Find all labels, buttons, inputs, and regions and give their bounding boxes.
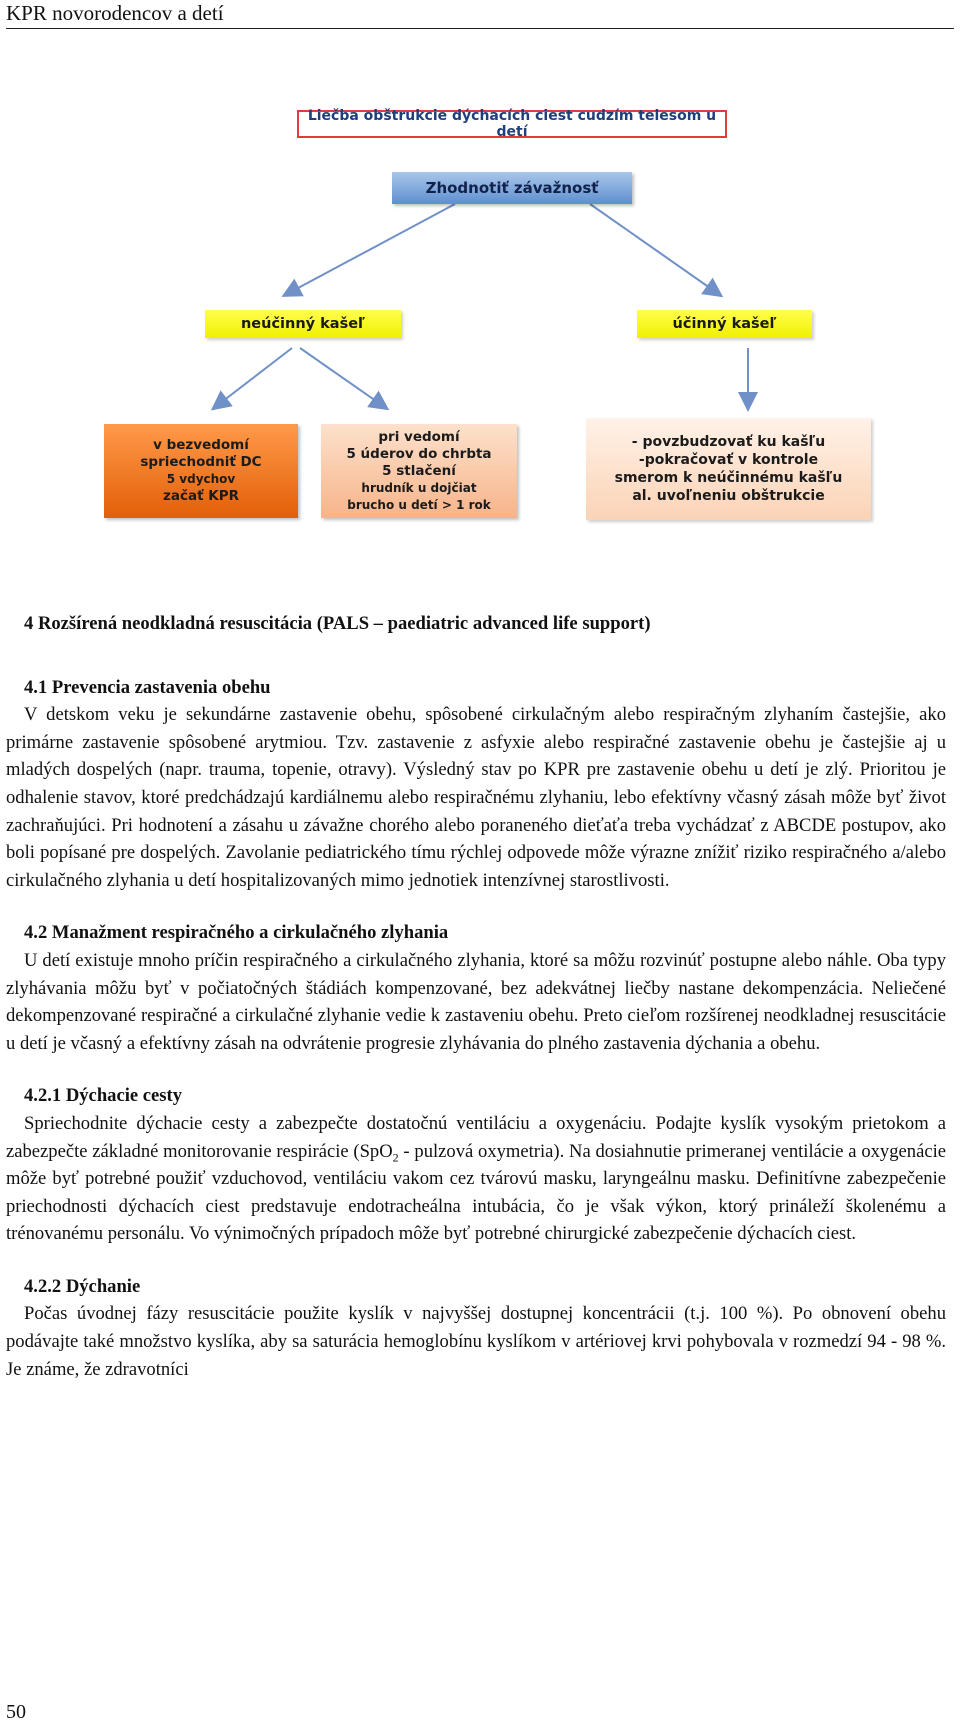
effective-action-line: -pokračovať v kontrole xyxy=(638,452,819,468)
effective-action-line: al. uvoľneniu obštrukcie xyxy=(632,488,825,504)
section-4-2-1-paragraph xyxy=(6,1110,946,1248)
section-4-2-heading: 4.2 Manažment respiračného a cirkulačného zlyhania xyxy=(24,922,449,944)
ineffective-cough-text: neúčinný kašeľ xyxy=(240,316,366,332)
effective-cough-text: účinný kašeľ xyxy=(672,316,777,332)
unconscious-line: 5 vdychov xyxy=(166,472,236,486)
unconscious-line: v bezvedomí xyxy=(153,437,249,453)
section-4-1-heading: 4.1 Prevencia zastavenia obehu xyxy=(24,676,271,698)
arrow-to-unconscious xyxy=(214,348,292,408)
section-4-1-paragraph: V detskom veku je sekundárne zastavenie obehu, spôsobené cirkulačným alebo respiračným zlyhaním častejšie, ako primárne zastavenie spôsobené arytmiou. Tzv. zastavenie z asfyxie alebo respiračné zastavenie obehu je častejšie aj u mladých dospelých (napr. trauma, topenie, otravy). Výsledný stav po KPR pre zastavenie obehu u detí je zlý. Prioritou je odhalenie stavov, ktoré predchádzajú kardiálnemu alebo respiračnému zlyhaniu, lebo efektívny včasný zásah môže byť život zachraňujúci. Pri hodnotení a zásahu u závažne chorého alebo poraneného dieťaťa treba vychádzať z ABCDE postupov, ako boli popísané pre dospelých. Zavolanie pediatrického tímu rýchlej odpovede môže výrazne znížiť riziko respiračného a/alebo cirkulačného zlyhania u detí hospitalizovaných mimo jednotiek intenzívnej starostlivosti. xyxy=(6,704,946,891)
section-4-2-2-paragraph: Počas úvodnej fázy resuscitácie použite kyslík v najvyššej dostupnej koncentrácii (t.j. 100 %). Po obnovení obehu podávajte také množstvo kyslíka, aby sa saturácia hemoglobínu kyslíkom v artériovej krvi pohybovala v rozmedzí 94 - 98 %. Je známe, že zdravotníci xyxy=(6,1303,946,1380)
section-4-2-1-text-a: Spriechodnite dýchacie cesty a zabezpečte dostatočnú ventiláciu a oxygenáciu. Podajte kyslík vysokým prietokom a zabezpečte základné monitorovanie respirácie (SpO xyxy=(6,1112,946,1162)
arrow-to-ineffective xyxy=(285,204,455,295)
page-number: 50 xyxy=(6,1701,26,1723)
conscious-box xyxy=(321,424,517,518)
section-4-heading: 4 Rozšírená neodkladná resuscitácia (PALS – paediatric advanced life support) xyxy=(24,613,651,634)
running-header xyxy=(6,0,954,29)
unconscious-line: začať KPR xyxy=(163,488,239,504)
section-4-2-1-heading: 4.2.1 Dýchacie cesty xyxy=(24,1085,183,1107)
effective-action-box xyxy=(586,418,871,520)
conscious-line: 5 úderov do chrbta xyxy=(346,445,492,462)
flowchart xyxy=(0,90,960,530)
conscious-line: brucho u detí > 1 rok xyxy=(347,497,491,512)
conscious-line: 5 stlačení xyxy=(382,462,456,479)
section-4-2-2-heading: 4.2.2 Dýchanie xyxy=(24,1275,141,1297)
assess-severity-box xyxy=(392,172,632,204)
ineffective-cough-box xyxy=(205,310,401,338)
running-header-title: KPR novorodencov a detí xyxy=(6,1,224,25)
section-4-2-1-text-b: - pulzová oxymetria). Na dosiahnutie primeranej ventilácie a oxygenácie môže byť potrebné použiť vzduchovod, ventiláciu vakom cez tvárovú masku, laryngeálnu masku. Definitívne zabezpečenie priechodnosti dýchacích ciest predstavuje endotracheálna intubácia, čo je však výkon, ktorý prináleží školenému a trénovanému personálu. Vo výnimočných prípadoch môže byť potrebné chirurgické zabezpečenie dýchacích ciest. xyxy=(6,1140,946,1245)
spo2-subscript: 2 xyxy=(392,1150,399,1165)
flowchart-title-text: Liečba obštrukcie dýchacích ciest cudzím telesom u detí xyxy=(307,108,717,140)
assess-severity-text: Zhodnotiť závažnosť xyxy=(425,179,599,197)
effective-cough-box xyxy=(637,310,812,338)
unconscious-line: spriechodniť DC xyxy=(140,454,262,470)
conscious-line: pri vedomí xyxy=(378,428,460,445)
effective-action-line: smerom k neúčinnému kašľu xyxy=(614,470,843,486)
arrow-to-conscious xyxy=(300,348,386,408)
unconscious-box xyxy=(104,424,298,518)
document-body xyxy=(6,610,946,1383)
section-4-2-paragraph: U detí existuje mnoho príčin respiračného a cirkulačného zlyhania, ktoré sa môžu rozvinúť postupne alebo náhle. Oba typy zlyhávania môžu byť v počiatočných štádiách kompenzované, bez adekvátnej liečby nastane dekompenzácia. Neliečené dekompenzované respiračné a cirkulačné zlyhanie vedie k zastaveniu obehu. Preto cieľom rozšírenej neodkladnej resuscitácie u detí je včasný a efektívny zásah na odvrátenie progresie zlyhávania do plného zastavenia dýchania a obehu. xyxy=(6,949,946,1054)
flowchart-title xyxy=(297,110,727,138)
conscious-line: hrudník u dojčiat xyxy=(361,480,477,495)
effective-action-line: - povzbudzovať ku kašľu xyxy=(631,434,826,450)
arrow-to-effective xyxy=(590,204,720,295)
